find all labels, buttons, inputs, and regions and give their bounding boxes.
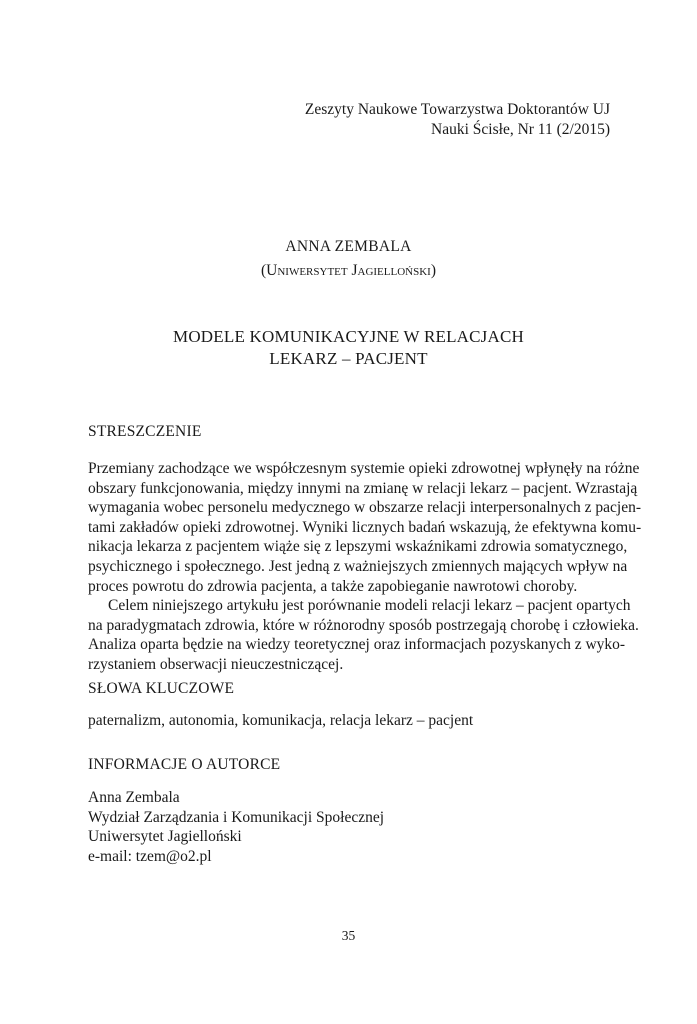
abstract-line: proces powrotu do zdrowia pacjenta, a także zapobieganie nawrotowi choroby. — [88, 577, 578, 595]
abstract-line: Analiza oparta będzie na wiedzy teoretycznej oraz informacjach pozyskanych z wyko- — [88, 636, 626, 654]
abstract-line: psychicznego i społecznego. Jest jedną z ważniejszych zmiennych mających wpływ na — [88, 557, 628, 575]
keywords-heading: SŁOWA KLUCZOWE — [88, 680, 235, 697]
author-info-heading: INFORMACJE O AUTORCE — [88, 756, 281, 773]
abstract-line: na paradygmatach zdrowia, które w różnorodny sposób postrzegają chorobę i człowieka. — [88, 616, 639, 634]
author-info — [88, 788, 384, 866]
article-title — [0, 326, 697, 370]
abstract-line: Przemiany zachodzące we współczesnym systemie opieki zdrowotnej wpłynęły na różne — [88, 460, 640, 477]
author-info-university: Uniwersytet Jagielloński — [88, 828, 242, 846]
author-info-name: Anna Zembala — [88, 789, 180, 806]
abstract-line: rzystaniem obserwacji nieuczestniczącej. — [88, 655, 344, 673]
author-name: ANNA ZEMBALA — [285, 238, 412, 255]
abstract-line: tami zakładów opieki zdrowotnej. Wyniki licznych badań wskazują, że efektywna komu- — [88, 518, 642, 536]
abstract-line: obszary funkcjonowania, między innymi na zmianę w relacji lekarz – pacjent. Wzrastają — [88, 479, 638, 497]
abstract-line: nikacja lekarza z pacjentem wiąże się z lepszymi wskaźnikami zdrowia somatycznego, — [88, 538, 628, 556]
abstract-heading: STRESZCZENIE — [88, 423, 202, 440]
author-info-faculty: Wydział Zarządzania i Komunikacji Społecznej — [88, 808, 385, 826]
keywords-text: paternalizm, autonomia, komunikacja, relacja lekarz – pacjent — [88, 712, 474, 729]
abstract-line: Celem niniejszego artykułu jest porównanie modeli relacji lekarz – pacjent opartych — [108, 597, 631, 615]
author-info-email: e-mail: tzem@o2.pl — [88, 847, 212, 865]
journal-issue: Nauki Ścisłe, Nr 11 (2/2015) — [431, 121, 610, 138]
title-line-1: MODELE KOMUNIKACYJNE W RELACJACH — [173, 327, 524, 346]
title-line-2: LEKARZ – PACJENT — [269, 349, 428, 368]
page-number: 35 — [341, 928, 356, 943]
abstract-line: wymagania wobec personelu medycznego w obszarze relacji interpersonalnych z pacjen- — [88, 499, 642, 517]
abstract-body — [88, 459, 642, 675]
author-affiliation: (Uniwersytet Jagielloński) — [260, 262, 436, 279]
journal-header — [305, 100, 610, 140]
journal-name: Zeszyty Naukowe Towarzystwa Doktorantów UJ — [304, 101, 610, 118]
